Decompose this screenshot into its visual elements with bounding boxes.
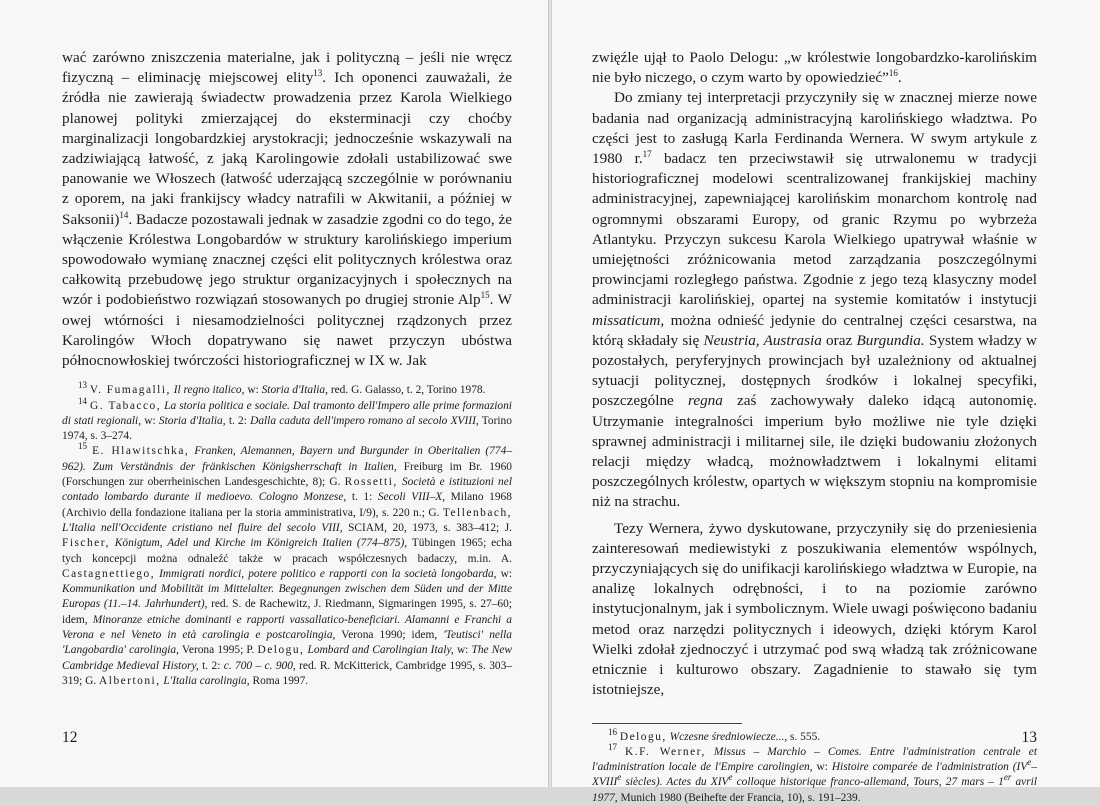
footnote-separator (592, 723, 742, 724)
footnote-16: $^{16}$ Delogu, Wczesne średniowiecze..., s. 555. (608, 726, 821, 743)
footnote-ref-16: 16 (888, 68, 898, 79)
right-footnotes (592, 726, 1037, 806)
footnote-ref-13: 13 (313, 68, 323, 79)
footnote-ref-15: 15 (480, 290, 490, 301)
left-body-paragraph: wać zarówno zniszczenia materialne, jak i polityczną – jeśli nie wręcz fizyczną – eliminację miejscowej elity$^{13}$. Ich oponenci zauważali, że źródła nie zawierają świadectw prowadzenia przez Karola Wielkiego planowej polityki zmierzającej do eksterminacji czy choćby marginalizacji longobardzkiej arystokracji; jednocześnie wskazywali na zadziwiającą łatwość, z jaką Karolingowie zdołali ustabilizować swe panowanie we Włoszech (łatwość uderzającą szczególnie w porównaniu z oporem, na jaki frankijscy władcy natrafili w Akwitanii, a później w Saksonii)$^{14}$. Badacze pozostawali jednak w zasadzie zgodni co do tego, że włączenie Królestwa Longobardów w struktury karolińskiego imperium spowodowało wymianę znacznej części elit politycznych królestwa oraz całkowitą przebudowę jego struktur organizacyjnych i społecznych na wzór i podobieństwo rozwiązań stosowanych po drugiej stronie Alp$^{15}$. W owej wtórności i niesamodzielności politycznej rządzonych przez Karolingów Włoch dopatrywano się nawet przyczyn ubóstwa północnowłoskiej twórczości historiograficznej w IX w. Jak (62, 49, 513, 370)
page-number-right: 13 (1021, 729, 1037, 746)
left-footnotes (62, 380, 512, 689)
right-paragraph-2: Do zmiany tej interpretacji przyczyniły się w znacznej mierze nowe badania nad organizacją administracyjną karolińskiego władztwa. Po części jest to zasługą Karla Ferdinanda Wernera. W swym artykule z 1980 r.$^{17}$ badacz ten przeciwstawił się utrwalonemu w tradycji historiograficznej modelowi scentralizowanej frankijskiej machiny administracyjnej, zapewniającej karolińskim monarchom kontrolę nad ogromnymi obszarami Europy, od granic Rzymu po wybrzeża Atlantyku. Przyczyn sukcesu Karola Wielkiego upatrywał właśnie w umiejętności zróżnicowania metod zarządzania poszczególnymi prowincjami rozległego państwa. Zgodnie z jego tezą klasyczny model administracji karolińskiej, opartej na systemie komitatów i instytucji missaticum, można odnieść jedynie do centralnej części cesarstwa, na którą składały się Neustria, Austrasia oraz Burgundia. System władzy w pozostałych, peryferyjnych prowincjach był uzależniony od aktualnej sytuacji politycznej, dostępnych środków i lokalnej specyfiki, poszczególne regna zaś zachowywały daleko idącą autonomię. Utrzymanie integralności imperium było możliwe nie tyle dzięki sprawnej administracji i militarnej sile, ile dzięki budowaniu złożonych relacji między władcą, możnowładztwem i lokalnymi elitami poszczególnych królestw, opartych w większym stopniu na kompromisie niż na strachu. (592, 89, 1038, 511)
footnote-ref-14: 14 (119, 209, 129, 220)
footnote-ref-17: 17 (642, 148, 652, 159)
right-paragraph-3: Tezy Wernera, żywo dyskutowane, przyczyniły się do przeniesienia zainteresowań mediewistyki z poszukiwania elementów wspólnych, przyczyniających się do unifikacji karolińskiego władztwa w Europie, na analizę lokalnych odrębności, i to na poziomie zarówno instytucjonalnym, jak i symbolicznym. Wiele uwagi poświęcono badaniu metod oraz narzędzi politycznych i ideowych, dzięki którym Karol Wielki zdołał zjednoczyć i utrzymać pod swą władzą tak zróżnicowane etnicznie i kulturowo obszary. Zagadnienie to stawało się tym istotniejsze, (592, 519, 1037, 699)
footnote-15: $^{15}$ E. Hlawitschka, Franken, Alemannen, Bayern und Burgunder in Oberitalien (774–962). Zum Verständnis der fränkischen Königsherrschaft in Italien, Freiburg im Br. 1960 (Forschungen zur oberrheinischen Landesgeschichte, 8); G. Rossetti, Società e istituzioni nel contado lombardo durante il medioevo. Cologno Monzese, t. 1: Secoli VIII–X, Milano 1968 (Archivio della fondazione italiana per la storia amministrativa, I/9), s. 220 n.; G. Tellenbach, L'Italia nell'Occidente cristiano nel fluire del secolo VIII, SCIAM, 20, 1973, s. 383–412; J. Fischer, Königtum, Adel und Kirche im Königreich Italien (774–875), Tübingen 1965; echa tych koncepcji można odnaleźć także w pracach współczesnych badaczy, m.in. A. Castagnettiego, Immigrati nordici, potere politico e rapporti con la società longobarda, w: Kommunikation und Mobilität im Mittelalter. Begegnungen zwischen dem Süden und der Mitte Europas (11.–14. Jahrhundert), red. S. de Rachewitz, J. Riedmann, Sigmaringen 1995, s. 27–60; idem, Minoranze etniche dominanti e rapporti vassallatico-beneficiari. Alamanni e Franchi a Verona e nel Veneto in età carolingia e postcarolingia, Verona 1990; idem, 'Teutisci' nella 'Langobardia' carolingia, Verona 1995; P. Delogu, Lombard and Carolingian Italy, w: The New Cambridge Medieval History, t. 2: c. 700 – c. 900, red. R. McKitterick, Cambridge 1995, s. 303–319; G. Albertoni, L'Italia carolingia, Roma 1997. (62, 441, 512, 687)
right-page (552, 0, 1100, 804)
footnote-13: $^{13}$ V. Fumagalli, Il regno italico, w: Storia d'Italia, red. G. Galasso, t. 2, Torino 1978. (78, 380, 486, 397)
footnote-17: $^{17}$ K.F. Werner, Missus – Marchio – Comes. Entre l'administration centrale et l'administration locale de l'Empire carolingien, w: Histoire comparée de l'administration (IVe–XVIIIe siècles). Actes du XIVe colloque historique franco-allemand, Tours, 27 mars – 1er avril 1977, Munich 1980 (Beihefte der Francia, 10), s. 191–239. (592, 742, 1037, 804)
right-paragraph-1: zwięźle ujął to Paolo Delogu: „w królestwie longobardzko-karolińskim nie było niczego, o czym warto by opowiedzieć”$^{16}$. (592, 49, 1037, 87)
footnote-14: $^{14}$ G. Tabacco, La storia politica e sociale. Dal tramonto dell'Impero alle prime formazioni di stati regionali, w: Storia d'Italia, t. 2: Dalla caduta dell'impero romano al secolo XVIII, Torino 1974, s. 3–274. (62, 395, 512, 443)
page-number-left: 12 (62, 729, 78, 746)
left-page (0, 0, 548, 787)
